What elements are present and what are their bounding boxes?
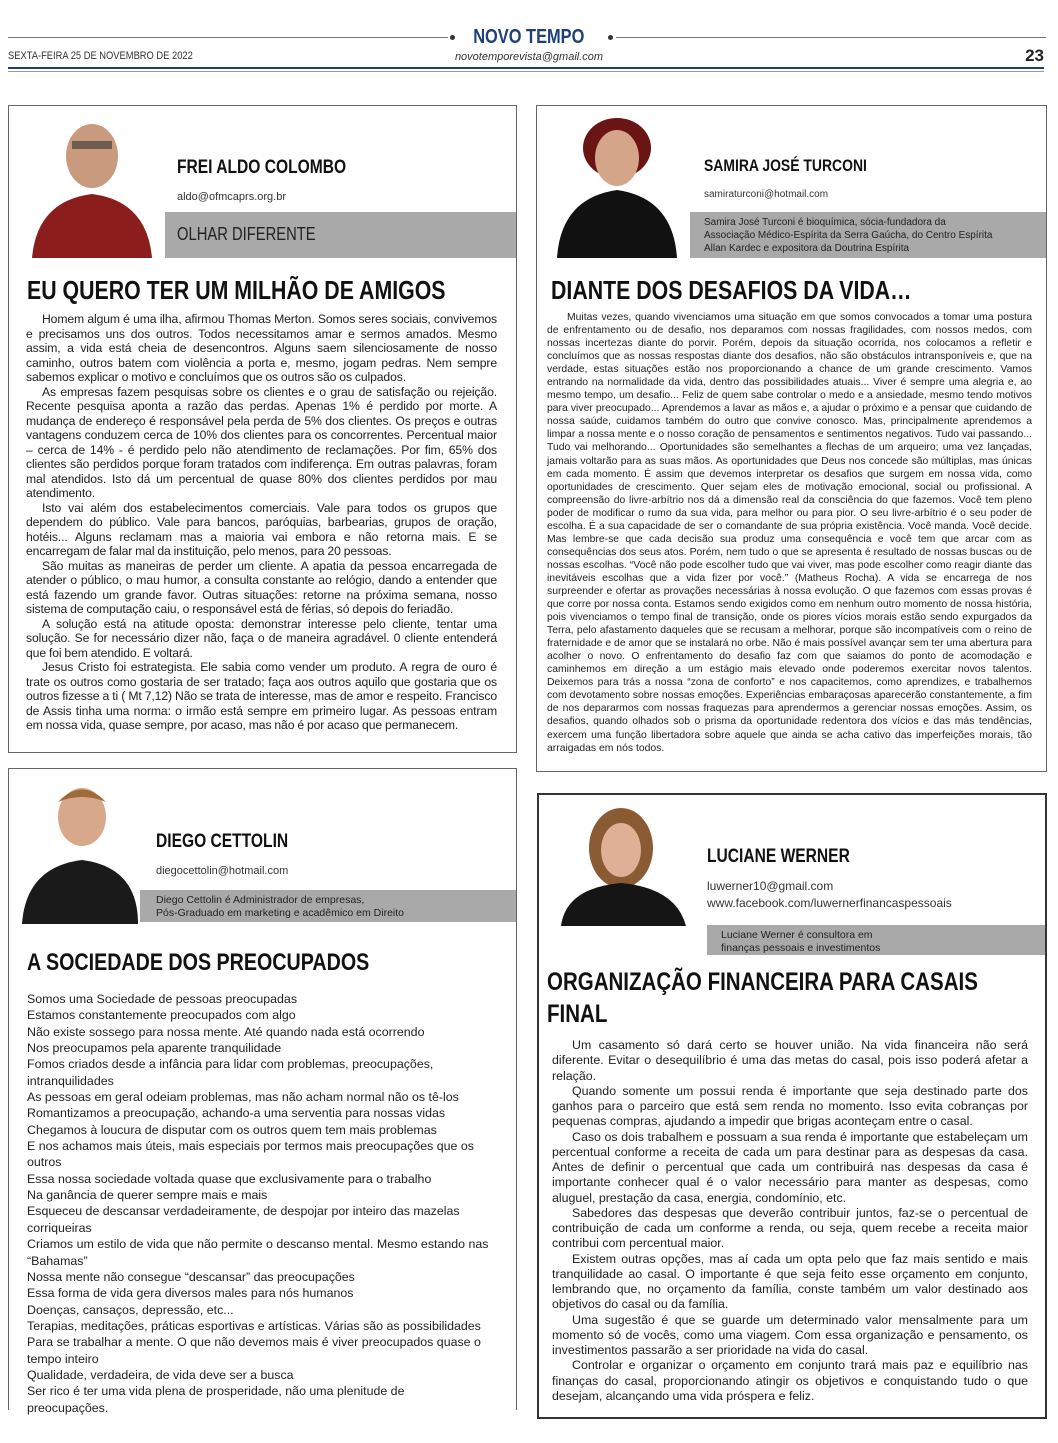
masthead-text: NOVO TEMPO bbox=[473, 26, 585, 48]
paragraph: Uma sugestão é que se guarde um determinado valor mensalmente para um momento só de vocês, como uma viagem. Com essa organização e pensamento, os investimentos passarão a ser prioridade na vida do casal. bbox=[552, 1312, 1028, 1357]
text-line: Ser rico é ter uma vida plena de prosperidade, não uma plenitude de preocupações. bbox=[27, 1384, 405, 1415]
text-line: Estamos constantemente preocupados com algo bbox=[27, 1008, 296, 1023]
article-body bbox=[26, 312, 497, 733]
text: SAMIRA JOSÉ TURCONI bbox=[704, 156, 867, 175]
paragraph: Homem algum é uma ilha, afirmou Thomas Merton. Somos seres sociais, convivemos e precisamos uns dos outros. Todos necessitamos amar e sermos amados. Mesmo assim, a vida está cheia de desencontros. Alguns saem silenciosamente de nosso caminho, outros batem com violência a porta e, mesmo, jogam pedras. Nem sempre sabemos explicar o motivo e concluímos que os outros são os culpados. bbox=[26, 312, 497, 384]
bio-line: Pós-Graduado em marketing e acadêmico em Direito bbox=[156, 907, 405, 919]
author-email: aldo@ofmcaprs.org.br bbox=[177, 191, 286, 203]
header-rule-blue bbox=[8, 67, 1044, 69]
text-line: Criamos um estilo de vida que não permite o descanso mental. Mesmo estando nas “Bahamas” bbox=[27, 1237, 489, 1268]
masthead bbox=[0, 26, 1058, 49]
author-name bbox=[707, 846, 881, 868]
article-right-rule bbox=[516, 768, 517, 1410]
text: EU QUERO TER UM MILHÃO DE AMIGOS bbox=[27, 275, 446, 305]
text-line: Essa nossa sociedade voltada quase que exclusivamente para o trabalho bbox=[27, 1171, 432, 1186]
article-top-rule bbox=[8, 768, 517, 769]
paragraph: As empresas fazem pesquisas sobre os clientes e o grau de satisfação ou rejeição. Recente pesquisa aponta a razão das perdas. Apenas 1% é perdido por morte. A mudança de endereço é responsável pela perda de 5% dos clientes. Os preços e outras vantagens conduzem cerca de 10% dos clientes para os concorrentes. Percentual maior – cerca de 14% - é perdido pelo não atendimento de reclamações. Por fim, 65% dos clientes são perdidos porque foram tratados com indiferença. Em outras palavras, foram mal atendidos. Isto dá um percentual de quase 80% dos clientes perdidos por mau atendimento. bbox=[26, 384, 497, 500]
text: ORGANIZAÇÃO FINANCEIRA PARA CASAIS bbox=[547, 968, 978, 996]
author-bio bbox=[156, 894, 404, 920]
article-body bbox=[552, 1038, 1028, 1404]
text-line: Doenças, cansaços, depressão, etc... bbox=[27, 1302, 234, 1317]
text: FINAL bbox=[547, 1000, 608, 1028]
text-line: Nos preocupamos pela aparente tranquilidade bbox=[27, 1041, 282, 1056]
text-line: Somos uma Sociedade de pessoas preocupadas bbox=[27, 992, 298, 1006]
text-line: Não existe sossego para nossa mente. Até quando nada está ocorrendo bbox=[27, 1024, 425, 1039]
text-line: Nossa mente não consegue “descansar” das preocupações bbox=[27, 1269, 355, 1284]
text-line: Romantizamos a preocupação, achando-a uma serventia para nossas vidas bbox=[27, 1106, 446, 1121]
paragraph: Um casamento só dará certo se houver união. Na vida financeira não será diferente. Evitar o desequilíbrio é uma das metas do casal, pois isso poderá afetar a relação. bbox=[552, 1038, 1028, 1083]
author-bio bbox=[721, 929, 880, 954]
author-bio: Samira José Turconi é bioquímica, sócia-fundadora da Associação Médico-Espírita da Serra Gaúcha, do Centro Espírita Allan Kardec e expositora da Doutrina Espírita bbox=[704, 217, 993, 254]
paragraph: A solução está na atitude oposta: demonstrar interesse pelo cliente, tentar uma solução. Se for necessário dizer não, faça o de maneira agradável. 0 cliente entenderá que foi bem atendido. E voltará. bbox=[26, 616, 497, 660]
header-email: novotemporevista@gmail.com bbox=[454, 51, 604, 63]
text-line: Esqueceu de descansar verdadeiramente, de despojar por inteiro das mazelas corriqueiras bbox=[27, 1204, 460, 1235]
text-line: Essa forma de vida gera diversos males para nós humanos bbox=[27, 1286, 354, 1301]
page-number: 23 bbox=[1025, 46, 1044, 65]
article-title bbox=[547, 966, 1058, 1030]
author-email: samiraturconi@hotmail.com bbox=[704, 189, 829, 200]
article-body bbox=[27, 991, 489, 1416]
author-email: luwerner10@gmail.com bbox=[707, 879, 834, 893]
paragraph: Sabedores das despesas que deverão contribuir juntos, faz-se o percentual de contribuição de cada um conforme a renda, ou seja, quem recebe a receita maior contribui com percentual maior. bbox=[552, 1205, 1028, 1251]
author-facebook: www.facebook.com/luwernerfinancaspessoais bbox=[707, 896, 952, 910]
paragraph: Jesus Cristo foi estrategista. Ele sabia como vender um produto. A regra de ouro é trate os outros como gostaria de ser tratado; faça aos outros aquilo que gostaria que os outros fizesse a ti ( Mt 7,12) Não se trata de interesse, mas de amor e respeito. Francisco de Assis tinha uma norma: o irmão está sempre em primeiro lugar. As pessoas entram em nossa vida, quase sempre, por acaso, mas não é por acaso que permanecem. bbox=[26, 660, 497, 732]
text: A SOCIEDADE DOS PREOCUPADOS bbox=[27, 949, 370, 976]
author-name bbox=[177, 157, 383, 179]
text: LUCIANE WERNER bbox=[707, 846, 850, 867]
text-line: Terapias, meditações, práticas esportivas e artísticas. Várias são as possibilidades bbox=[27, 1318, 481, 1333]
text: OLHAR DIFERENTE bbox=[177, 224, 316, 244]
author-photo bbox=[553, 108, 681, 258]
text: FREI ALDO COLOMBO bbox=[177, 157, 347, 178]
bio-line: Luciane Werner é consultora em bbox=[721, 929, 873, 941]
paragraph: São muitas as maneiras de perder um cliente. A apatia da pessoa encarregada de atender o público, o mau humor, a consulta constante ao relógio, dando a entender que está fazendo um grande favor. Outras situações: retorne na próxima semana, nosso sistema de computação caiu, o responsável está de férias, só depois do feriadão. bbox=[26, 558, 497, 616]
text: DIANTE DOS DESAFIOS DA VIDA… bbox=[551, 275, 912, 305]
author-photo bbox=[556, 798, 691, 926]
text-line: As pessoas em geral odeiam problemas, mas não acham normal não os tê-los bbox=[27, 1090, 459, 1105]
article-title bbox=[551, 274, 991, 306]
text-line: Para se trabalhar a mente. O que não devemos mais é viver preocupados quase o tempo inteiro bbox=[27, 1335, 481, 1366]
paragraph: Controlar e organizar o orçamento em conjunto trará mais paz e equilíbrio nas finanças do casal, proporcionando atingir os objetivos e conquistando tudo o que desejam, alcançando uma vida próspera e feliz. bbox=[552, 1358, 1028, 1403]
issue-date-text: SEXTA-FEIRA 25 DE NOVEMBRO DE 2022 bbox=[8, 50, 193, 62]
author-name bbox=[704, 156, 903, 176]
article-left-rule bbox=[8, 768, 9, 1410]
article-body bbox=[547, 311, 1032, 755]
author-photo bbox=[20, 772, 140, 924]
bio-line: Diego Cettolin é Administrador de empresas, bbox=[156, 894, 365, 906]
paragraph: Muitas vezes, quando vivenciamos uma situação em que somos convocados a tomar uma postura de enfrentamento ou de desafio, nos deparamos com nossas fragilidades, com nossos medos, com nossas incertezas diante do porvir. Porém, depois da situação ocorrida, nos colocamos a refletir e concluímos que as nossas respostas diante dos desafios, não são obstáculos intransponíveis e, que na verdade, estas situações estão nos proporcionando a chance de um grande crescimento. Vamos entrando na normalidade da vida, dentro das possibilidades atuais... Viver é sempre uma alegria e, ao mesmo tempo, um desafio... Feliz de quem sabe controlar o medo e a ansiedade, mesmo tendo motivos para viver preocupado... Aprendemos a lavar as mãos e, a ajudar o próximo e a pensar que cuidando de nossa saúde, cuidamos também do outro que convive conosco. Mas, principalmente aprendemos a limpar a nossa mente e o nosso coração de pensamentos e sentimentos negativos. Tudo vai passando... Tudo vai melhorando... Oportunidades são semelhantes a flechas de um arqueiro; uma vez lançadas, jamais voltarão para as suas mãos. As oportunidades que Deus nos concede são múltiplas, mas únicas em cada momento. É assim que devemos interpretar os desafios que surgem em nossa vida, como oportunidades de crescimento. Quer sejam eles de motivação emocional, social ou profissional. A compreensão do livre-arbítrio nos dá a dimensão real da consciência do que fazemos. Você tem pleno poder de modificar o rumo da sua vida, para melhor ou para pior. O seu livre-arbítrio é o seu poder de escolha. É a sua capacidade de ser o comandante de sua própria existência. Você manda. Você decide. Mas lembre-se que cada decisão sua produz uma consequência e você tem que arcar com as consequências dos seus atos. Porém, nem tudo o que se apresenta é resultado de nossas buscas ou de nossas escolhas. “Você não pode escolher tudo que vai viver, mas pode escolher como reagir diante das inevitáveis escolhas que a vida fizer por você.” (Matheus Rocha). A vida se encarrega de nos surpreender e ofertar as provações necessárias à nossa evolução. O que fazemos com essas provas é que corre por nossa conta. Estamos sendo exigidos como em nenhum outro momento de nossa história, pois vivenciamos o tempo final de transição, onde os piores vícios morais estão sendo expurgados da Terra, pelo afastamento daqueles que se recusam a melhorar, porque são incompatíveis com o reino de fraternidade e de amor que se instalará no orbe. Não é mais possível avançar sem ter uma abertura para acolher o novo. O enfrentamento do desafio faz com que saiamos do ponto de acomodação e caminhemos em direção a um estágio mais elevado onde poderemos exercitar novos talentos. Deixemos para trás a nossa “zona de conforto” e nos capacitemos, como aprendizes, e trabalhemos com devotamento sobre nossas emoções. Experiências embaraçosas aparecerão constantemente, a fim de nos depararmos com nossas fraquezas para aprendermos a gerenciar nossas emoções. Assim, os desafios, quando olhados sob o prisma da oportunidade redentora dos vícios e das más tendências, exercem uma função libertadora sobre aquele que ainda se acha cativo das imperfeições morais, tão arraigadas em nós todos. bbox=[547, 312, 1032, 754]
paragraph: Isto vai além dos estabelecimentos comerciais. Vale para todos os grupos que dependem do público. Vale para bancos, paróquias, barbearias, grupos de oração, hotéis... Alguns reclamam mas a maioria vai embora e não retorna mais. E se encarregam de falar mal da instituição, pelo menos, para 20 pessoas. bbox=[26, 500, 497, 558]
text-line: Na ganância de querer sempre mais e mais bbox=[27, 1188, 268, 1203]
text-line: Chegamos à loucura de disputar com os outros quem tem mais problemas bbox=[27, 1122, 437, 1137]
paragraph: Caso os dois trabalhem e possuam a sua renda é importante que estabeleçam um percentual conforme a receita de cada um para destinar para as despesas da casa. Antes de definir o percentual que cada um contribuirá nas despesas da casa é importante conhecer qual é o valor necessário para manter as despesas, como aluguel, prestação da casa, energia, condomínio, etc. bbox=[552, 1129, 1028, 1205]
article-title bbox=[27, 274, 537, 306]
paragraph: Existem outras opções, mas aí cada um opta pelo que faz mais sentido e mais tranquilidade ao casal. O importante é que seja feito esse orçamento em conjunto, lembrando que, no orçamento da família, conste também um valor destinado aos objetivos do casal ou da família. bbox=[552, 1251, 1028, 1312]
text-line: Fomos criados desde a infância para lidar com problemas, preocupações, intranquilidades bbox=[27, 1057, 434, 1088]
text-line: Qualidade, verdadeira, de vida deve ser a busca bbox=[27, 1367, 294, 1382]
article-title bbox=[27, 947, 444, 979]
header-rule-gray bbox=[8, 71, 1044, 72]
text: DIEGO CETTOLIN bbox=[156, 831, 289, 852]
author-photo bbox=[22, 106, 152, 258]
paragraph: Quando somente um possui renda é importante que seja destinado parte dos ganhos para o parceiro que está sem renda no momento. Isso evita cobranças por pequenas compras, ajudando a impedir que brigas aconteçam entre o casal. bbox=[552, 1083, 1028, 1129]
author-email: diegocettolin@hotmail.com bbox=[156, 865, 289, 877]
text-line: E nos achamos mais úteis, mais especiais por termos mais preocupações que os outros bbox=[27, 1139, 474, 1170]
bio-line: finanças pessoais e investimentos bbox=[721, 941, 881, 954]
author-name bbox=[156, 831, 317, 853]
column-name bbox=[177, 224, 346, 245]
